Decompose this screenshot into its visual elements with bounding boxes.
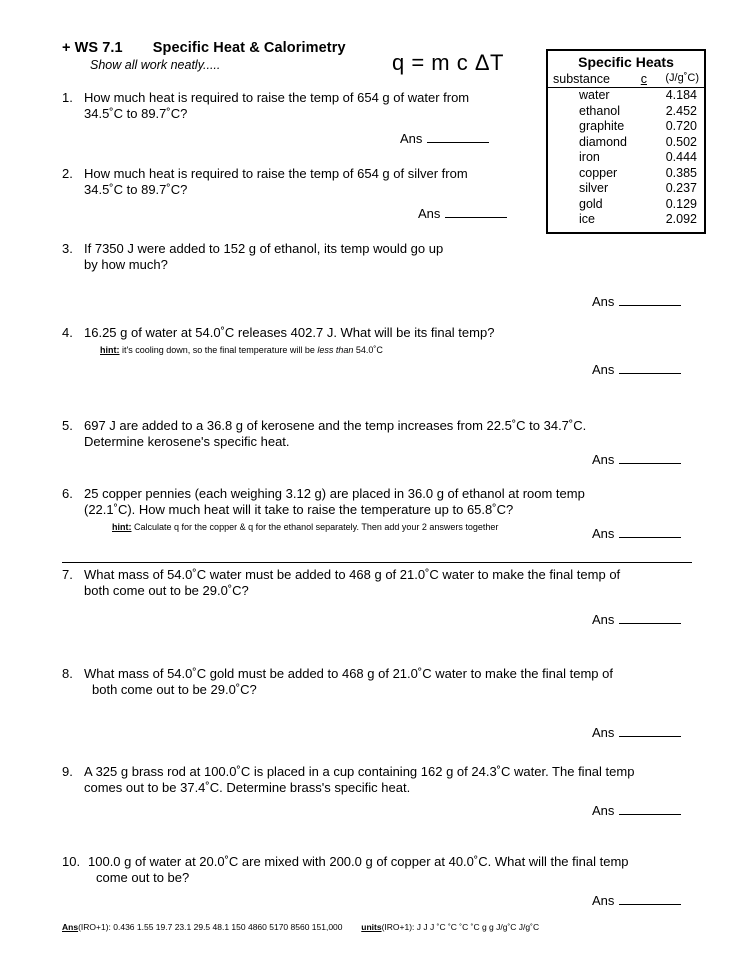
section-divider [62,562,692,563]
hint-text: it's cooling down, so the final temperature will be [122,345,315,355]
question-3 [62,241,615,310]
substance-name: water [579,88,610,102]
question-5 [62,418,682,468]
substance-value: 0.502 [665,134,697,149]
substance-name: ice [579,212,595,226]
answer-blank[interactable] [619,802,681,815]
substance-name: diamond [579,134,627,149]
answer-blank[interactable] [619,451,681,464]
substance-name: ethanol [579,103,621,118]
answer-label: Ans [400,131,423,146]
footer-units-values: J J J ˚C ˚C ˚C ˚C g g J/g˚C J/g˚C [416,922,540,932]
question-2 [62,166,522,222]
question-text-line2: comes out to be 37.4˚C. Determine brass's specific heat. [84,780,411,795]
question-7 [62,567,702,628]
substance-value: 0.444 [665,150,697,164]
substance-value: 0.237 [665,181,697,195]
question-number: 2. [62,166,73,181]
question-text-line2: 34.5˚C to 89.7˚C? [84,182,188,197]
substance-name: copper [579,165,618,180]
answer-field[interactable] [592,361,682,378]
answer-blank[interactable] [619,525,681,538]
question-6 [62,486,682,542]
hint-tail: 54.0˚C [355,345,383,355]
title-plus: + [62,40,71,56]
footer-units-note: (IRO+1): [381,922,415,932]
answer-blank[interactable] [619,724,681,737]
answer-label: Ans [592,612,615,627]
question-8 [62,666,702,741]
question-number: 4. [62,325,73,340]
substance-name: gold [579,196,603,211]
hint-label: hint: [112,522,132,532]
answer-field[interactable] [592,724,702,741]
question-number: 1. [62,90,73,105]
question-10 [62,854,712,909]
substance-value: 4.184 [665,88,697,102]
question-text-line2: by how much? [84,257,168,272]
question-1 [62,90,522,147]
substance-value: 0.385 [665,165,697,180]
question-text-line2: both come out to be 29.0˚C? [92,682,257,697]
question-text-line1: A 325 g brass rod at 100.0˚C is placed in a cup containing 162 g of 24.3˚C water. The final temp [84,764,635,779]
specific-heats-title: Specific Heats [578,54,674,70]
footer-units-label: units [361,922,382,932]
column-header-substance: substance [553,72,610,86]
question-text-line2: Determine kerosene's specific heat. [84,434,290,449]
answer-field[interactable] [592,525,682,542]
hint-label: hint: [100,345,120,355]
question-text-line2: (22.1˚C). How much heat will it take to raise the temperature up to 65.8˚C? [84,502,514,517]
question-text-line1: What mass of 54.0˚C water must be added to 468 g of 21.0˚C water to make the final temp of [84,567,621,582]
table-row [548,88,704,104]
question-number: 5. [62,418,73,433]
table-row [548,135,704,151]
column-header-units: (J/g˚C) [665,72,699,84]
table-row [548,104,704,120]
question-text-line1: If 7350 J were added to 152 g of ethanol, its temp would go up [84,241,444,256]
answer-label: Ans [592,725,615,740]
footer-ans-note: (IRO+1): [78,922,111,932]
question-number: 9. [62,764,73,779]
question-number: 3. [62,241,73,256]
answer-label: Ans [592,294,615,309]
answer-blank[interactable] [619,293,681,306]
hint-emphasis: less than [317,345,354,355]
question-text-line1: 25 copper pennies (each weighing 3.12 g) are placed in 36.0 g of ethanol at room temp [84,486,585,501]
worksheet-title: Specific Heat & Calorimetry [152,40,346,56]
answer-label: Ans [592,362,615,377]
answer-field[interactable] [592,451,682,468]
table-row [548,150,704,166]
substance-value: 0.129 [665,196,697,211]
question-number: 6. [62,486,73,501]
footer-ans-label: Ans [62,922,79,932]
worksheet-code: WS 7.1 [74,40,123,56]
column-header-c: c [640,72,647,86]
question-number: 10. [62,854,81,869]
answer-field[interactable] [592,611,702,628]
substance-value: 0.720 [665,119,697,133]
question-text-line2: come out to be? [96,870,190,885]
answer-label: Ans [592,803,615,818]
substance-name: iron [579,150,600,164]
question-text-line2: 34.5˚C to 89.7˚C? [84,106,188,121]
table-row [548,212,704,228]
substance-value: 2.452 [665,103,697,118]
question-text-line1: 100.0 g of water at 20.0˚C are mixed with 200.0 g of copper at 40.0˚C. What will the final temp [88,854,629,869]
answer-blank[interactable] [619,892,681,905]
question-text-line1: How much heat is required to raise the temp of 654 g of water from [84,90,470,105]
question-text-line2: both come out to be 29.0˚C? [84,583,249,598]
answer-field[interactable] [418,205,522,222]
answer-blank[interactable] [445,205,507,218]
answer-field[interactable] [592,802,712,819]
answer-field[interactable] [400,130,522,147]
specific-heats-header-row [548,72,704,88]
table-row [548,119,704,135]
table-row [548,166,704,182]
answer-label: Ans [592,526,615,541]
substance-value: 2.092 [665,212,697,226]
question-text-line1: 16.25 g of water at 54.0˚C releases 402.7 J. What will be its final temp? [84,325,495,340]
question-9 [62,764,712,819]
question-number: 8. [62,666,73,681]
substance-name: silver [579,181,609,195]
hint-text: Calculate q for the copper & q for the ethanol separately. Then add your 2 answers together [134,522,499,532]
specific-heats-table [546,49,706,234]
question-4 [62,325,682,378]
answer-label: Ans [592,893,615,908]
question-text-line1: What mass of 54.0˚C gold must be added to 468 g of 21.0˚C water to make the final temp of [84,666,613,681]
question-text-line1: 697 J are added to a 36.8 g of kerosene and the temp increases from 22.5˚C to 34.7˚C. [84,418,587,433]
answer-key-footer [62,922,710,932]
question-text-line1: How much heat is required to raise the temp of 654 g of silver from [84,166,468,181]
table-row [548,197,704,213]
answer-blank[interactable] [619,611,681,624]
answer-blank[interactable] [427,130,489,143]
page-subtitle: Show all work neatly..... [90,58,221,72]
answer-field[interactable] [592,892,712,909]
substance-name: graphite [579,119,625,133]
footer-ans-values: 0.436 1.55 19.7 23.1 29.5 48.1 150 4860 5170 8560 151,000 [113,922,343,932]
question-number: 7. [62,567,73,582]
table-row [548,181,704,197]
question-hint [100,342,682,358]
heat-equation: q = m c ΔT [392,50,504,75]
answer-label: Ans [592,452,615,467]
answer-blank[interactable] [619,361,681,374]
answer-label: Ans [418,206,441,221]
